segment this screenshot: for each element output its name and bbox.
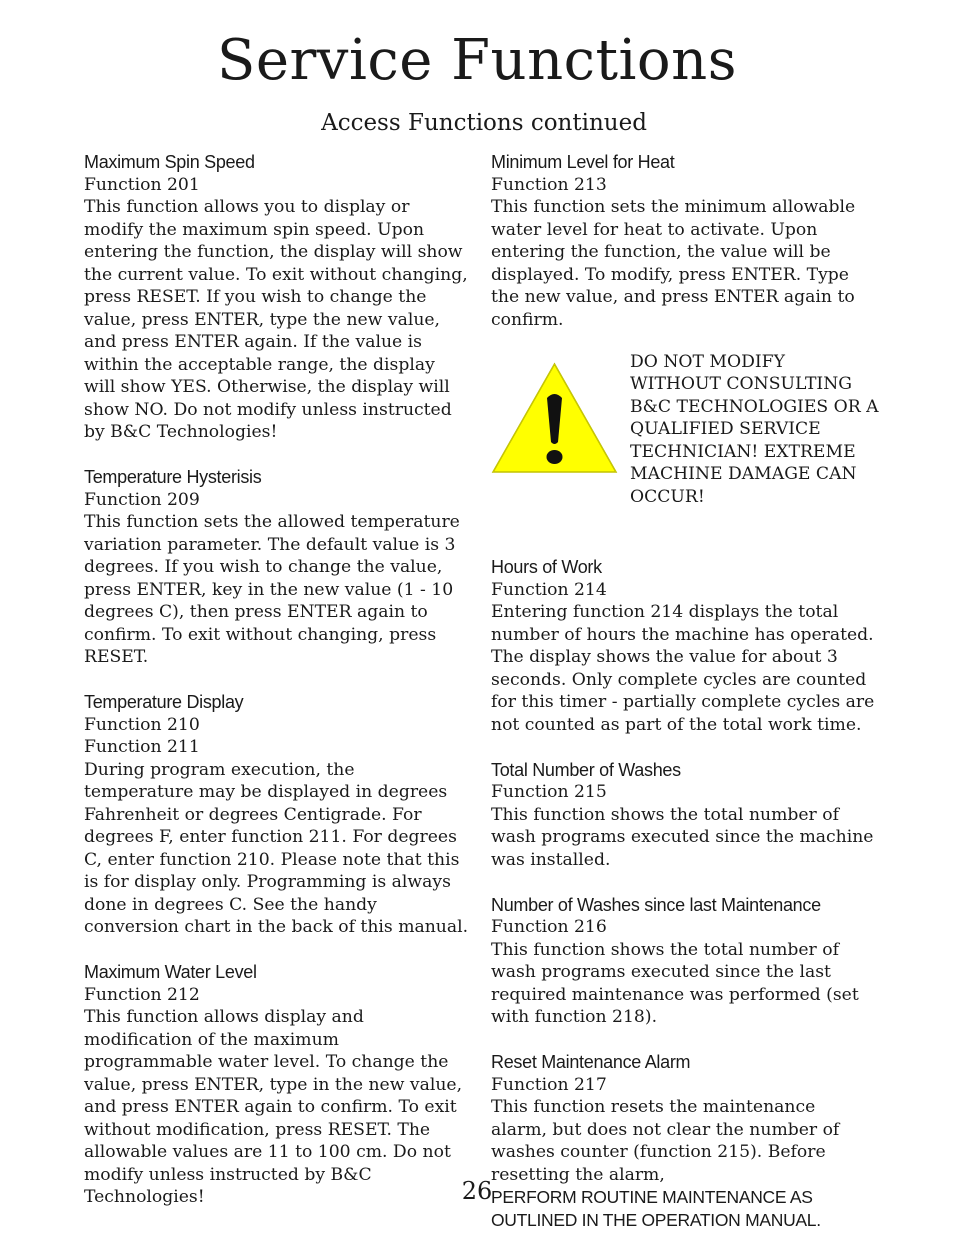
section-heading: Maximum Water Level [84,962,257,982]
page-number: 26 [461,1177,493,1205]
function-number: Function 213 [491,174,607,195]
section-maximum-spin-speed [84,151,469,444]
page-title: Service Functions [217,28,737,93]
function-number: Function 216 [491,917,607,937]
section-body: This function shows the total number of wash programs executed since the last required maintenance was performed (set with function 218). [491,939,859,1027]
section-body: This function resets the maintenance alarm, but does not clear the number of washes counter (function 215). Before resetting the alarm, [491,1097,840,1185]
section-body: This function allows display and modification of the maximum programmable water level. To change the value, press ENTER, type in the new value, and press ENTER again to confirm. To exit without modification, press RESET. The allowable values are 11 to 100 cm. Do not modify unless instructed by B&C Technologies! [84,1007,463,1207]
function-number: Function 210 [84,714,200,735]
section-temperature-hysterisis [84,466,469,669]
section-body: This function shows the total number of wash programs executed since the machine was installed. [491,804,874,870]
section-minimum-level-for-heat [491,151,876,331]
section-body: This function sets the allowed temperature variation parameter. The default value is 3 degrees. If you wish to change the value, press ENTER, key in the new value (1 - 10 degrees C), then press ENTER again to confirm. To exit without changing, press RESET. [84,512,460,667]
section-washes-since-maintenance [491,894,876,1029]
right-column [491,151,879,1254]
section-heading: Total Number of Washes [491,759,681,780]
function-number: Function 215 [491,782,607,802]
page-subtitle: Access Functions continued [321,110,647,136]
function-number: Function 217 [491,1074,607,1095]
warning-triangle-icon [491,362,618,474]
maintenance-emphasis: PERFORM ROUTINE MAINTENANCE AS OUTLINED IN THE OPERATION MANUAL. [491,1187,821,1230]
section-total-number-of-washes [491,759,876,872]
section-body: This function sets the minimum allowable water level for heat to activate. Upon entering the function, the value will be displayed. To modify, press ENTER. Type the new value, and press ENTER again to confirm. [491,197,856,330]
section-body: This function allows you to display or modify the maximum spin speed. Upon entering the function, the display will show the current value. To exit without changing, press RESET. If you wish to change the value, press ENTER, type the new value, and press ENTER again. If the value is within the acceptable range, the display will show YES. Otherwise, the display will show NO. Do not modify unless instructed by B&C Technologies! [84,197,468,442]
section-heading: Temperature Hysterisis [84,467,262,487]
function-number: Function 211 [84,737,200,757]
section-body: During program execution, the temperature may be displayed in degrees Fahrenheit or degrees Centigrade. For degrees F, enter function 211. For degrees C, enter function 210. Please note that this is for display only. Programming is always done in degrees C. See the handy conversion chart in the back of this manual. [84,759,469,937]
warning-callout [491,351,879,534]
function-number: Function 201 [84,174,200,195]
function-number: Function 214 [491,579,607,600]
section-heading: Minimum Level for Heat [491,152,675,172]
left-column [84,151,469,1231]
warning-text: DO NOT MODIFY WITHOUT CONSULTING B&C TECHNOLOGIES OR A QUALIFIED SERVICE TECHNICIAN! EXTREME MACHINE DAMAGE CAN OCCUR! [630,351,879,507]
section-heading: Hours of Work [491,557,602,577]
section-heading: Reset Maintenance Alarm [491,1052,691,1072]
section-body: Entering function 214 displays the total number of hours the machine has operated. The display shows the value for about 3 seconds. Only complete cycles are counted for this timer - partially complete cycles are not counted as part of the total work time. [491,602,875,735]
function-number: Function 209 [84,489,200,510]
section-maximum-water-level [84,961,469,1209]
section-heading: Maximum Spin Speed [84,152,255,172]
section-hours-of-work [491,556,876,736]
section-heading: Number of Washes since last Maintenance [491,894,821,915]
function-number: Function 212 [84,984,200,1005]
section-heading: Temperature Display [84,692,244,712]
section-temperature-display [84,691,469,939]
